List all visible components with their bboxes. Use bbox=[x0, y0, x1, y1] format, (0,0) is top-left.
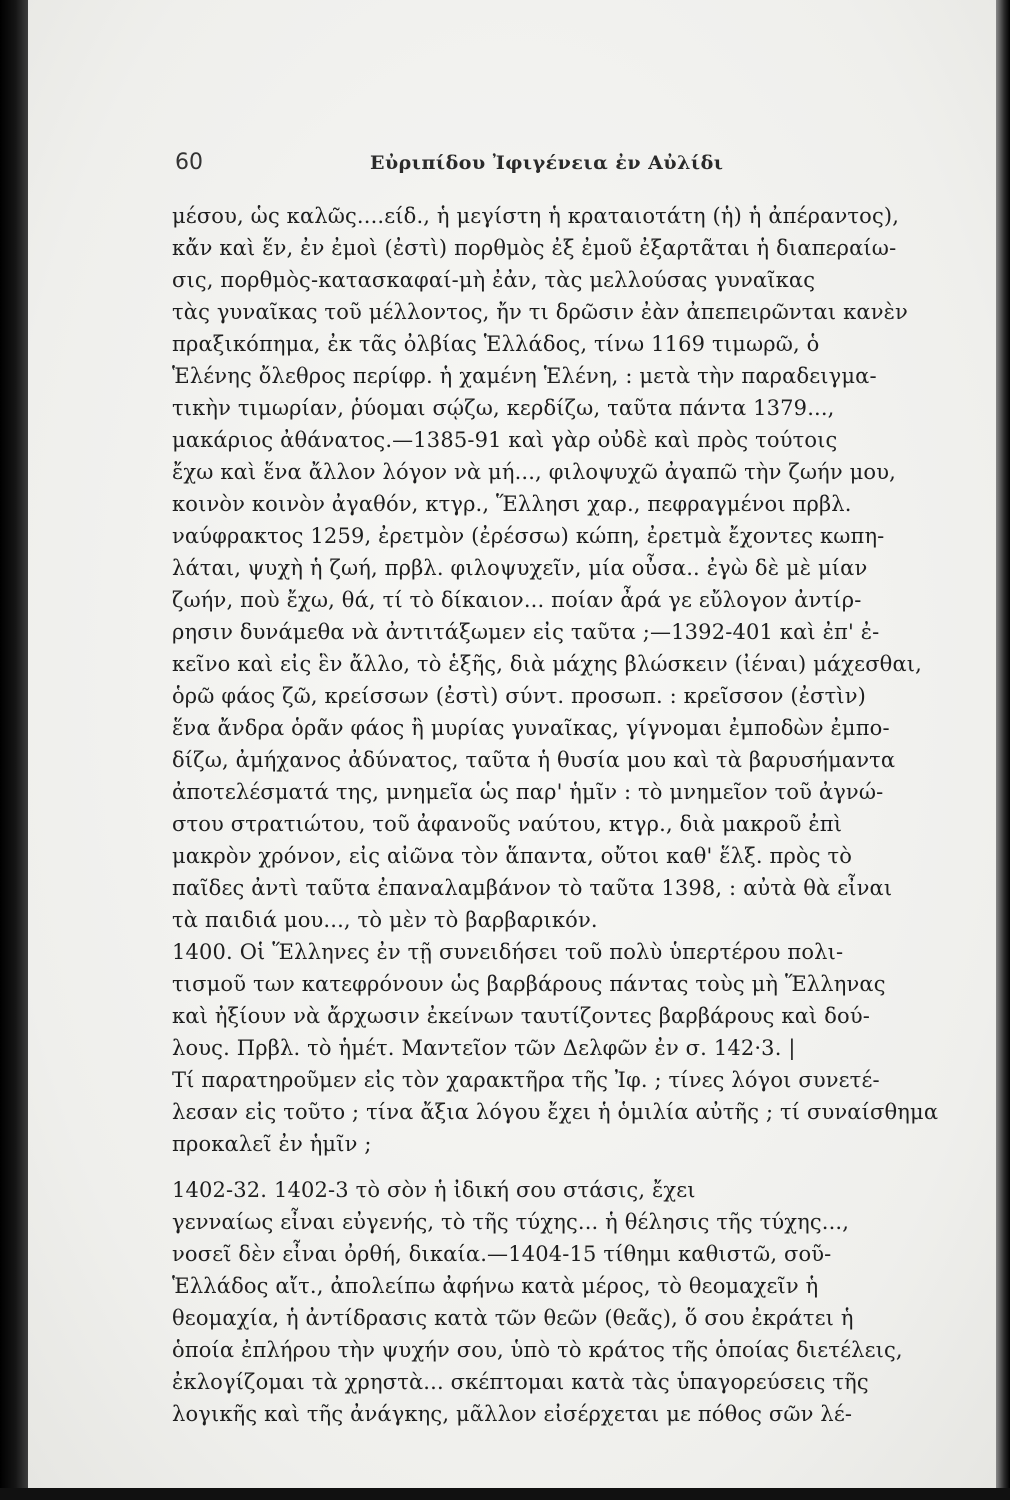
text-line: σις, πορθμὸς-κατασκαφαί-μὴ ἐἀν, τὰς μελλούσας γυναῖκας bbox=[172, 268, 816, 292]
text-line: μακρὸν χρόνον, εἰς αἰῶνα τὸν ἅπαντα, οὔτοι καθ' ἕλξ. πρὸς τὸ bbox=[172, 844, 853, 868]
text-line: θεομαχία, ἡ ἀντίδρασις κατὰ τῶν θεῶν (θεᾶς), ὅ σου ἐκράτει ἡ bbox=[172, 1306, 854, 1330]
page-number: 60 bbox=[175, 150, 203, 175]
scan-right-edge bbox=[996, 0, 1010, 1500]
text-line: 1400. Οἱ Ἕλληνες ἐν τῇ συνειδήσει τοῦ πολὺ ὑπερτέρου πολι- bbox=[172, 940, 844, 964]
text-line: προκαλεῖ ἐν ἡμῖν ; bbox=[172, 1132, 372, 1156]
text-line: Ἑλλάδος αἴτ., ἀπολείπω ἀφήνω κατὰ μέρος, τὸ θεομαχεῖν ἡ bbox=[172, 1274, 819, 1298]
text-line: ρησιν δυνάμεθα νὰ ἀντιτάξωμεν εἰς ταῦτα ;—1392-401 καὶ ἐπ' ἐ- bbox=[172, 620, 880, 644]
commentary-text bbox=[172, 200, 972, 1430]
text-line: 1402-32. 1402-3 τὸ σὸν ἡ ἰδική σου στάσις, ἔχει bbox=[172, 1178, 696, 1202]
text-line: νοσεῖ δὲν εἶναι ὀρθή, δικαία.—1404-15 τίθημι καθιστῶ, σοῦ- bbox=[172, 1242, 832, 1266]
text-line: καὶ ἠξίουν νὰ ἄρχωσιν ἐκείνων ταυτίζοντες βαρβάρους καὶ δού- bbox=[172, 1004, 870, 1028]
text-line: μακάριος ἀθάνατος.—1385-91 καὶ γὰρ οὐδὲ καὶ πρὸς τούτοις bbox=[172, 428, 838, 452]
text-line: ἔχω καὶ ἕνα ἄλλον λόγον νὰ μή..., φιλοψυχῶ ἀγαπῶ τὴν ζωήν μου, bbox=[172, 460, 896, 484]
scan-bottom-edge bbox=[0, 1488, 1010, 1500]
text-line: δίζω, ἀμήχανος ἀδύνατος, ταῦτα ἡ θυσία μου καὶ τὰ βαρυσήμαντα bbox=[172, 748, 896, 772]
text-line: κοινὸν κοινὸν ἀγαθόν, κτγρ., Ἕλλησι χαρ., πεφραγμένοι πρβλ. bbox=[172, 492, 852, 516]
text-line: ὁρῶ φάος ζῶ, κρείσσων (ἐστὶ) σύντ. προσωπ. : κρεῖσσον (ἐστὶν) bbox=[172, 684, 867, 708]
text-line: ὁποία ἐπλήρου τὴν ψυχήν σου, ὑπὸ τὸ κράτος τῆς ὁποίας διετέλεις, bbox=[172, 1338, 903, 1362]
text-line: κἄν καὶ ἕν, ἐν ἐμοὶ (ἐστὶ) πορθμὸς ἐξ ἐμοῦ ἐξαρτᾶται ἡ διαπεραίω- bbox=[172, 236, 897, 260]
text-line: γενναίως εἶναι εὐγενής, τὸ τῆς τύχης... ἡ θέλησις τῆς τύχης..., bbox=[172, 1210, 850, 1234]
scan-left-edge bbox=[0, 0, 28, 1500]
page-header bbox=[175, 150, 965, 186]
text-line: τὰς γυναῖκας τοῦ μέλλοντος, ἤν τι δρῶσιν ἐὰν ἀπεπειρῶνται κανὲν bbox=[172, 300, 908, 324]
text-line: ναύφρακτος 1259, ἐρετμὸν (ἐρέσσω) κώπη, ἐρετμὰ ἔχοντες κωπη- bbox=[172, 524, 885, 548]
text-line: παῖδες ἀντὶ ταῦτα ἐπαναλαμβάνον τὸ ταῦτα 1398, : αὐτὰ θὰ εἶναι bbox=[172, 876, 893, 900]
text-line: λογικῆς καὶ τῆς ἀνάγκης, μᾶλλον εἰσέρχεται με πόθος σῶν λέ- bbox=[172, 1402, 853, 1426]
text-line: λεσαν εἰς τοῦτο ; τίνα ἄξια λόγου ἔχει ἡ ὁμιλία αὐτῆς ; τί συναίσθημα bbox=[172, 1100, 939, 1124]
text-line: στου στρατιώτου, τοῦ ἀφανοῦς ναύτου, κτγρ., διὰ μακροῦ ἐπὶ bbox=[172, 812, 843, 836]
text-line: κεῖνο καὶ εἰς ἓν ἄλλο, τὸ ἑξῆς, διὰ μάχης βλώσκειν (ἰέναι) μάχεσθαι, bbox=[172, 652, 923, 676]
text-line: μέσου, ὡς καλῶς....είδ., ἡ μεγίστη ἡ κραταιοτάτη (ἡ) ἡ ἀπέραντος), bbox=[172, 204, 900, 228]
text-line: Τί παρατηροῦμεν εἰς τὸν χαρακτῆρα τῆς Ἰφ. ; τίνες λόγοι συνετέ- bbox=[172, 1068, 880, 1092]
text-line: ἐκλογίζομαι τὰ χρηστὰ... σκέπτομαι κατὰ τὰς ὑπαγορεύσεις τῆς bbox=[172, 1370, 869, 1394]
text-line: τὰ παιδιά μου..., τὸ μὲν τὸ βαρβαρικόν. bbox=[172, 908, 598, 932]
text-line: ἀποτελέσματά της, μνημεῖα ὡς παρ' ἡμῖν : τὸ μνημεῖον τοῦ ἀγνώ- bbox=[172, 780, 884, 804]
text-line: τικὴν τιμωρίαν, ῥύομαι σῴζω, κερδίζω, ταῦτα πάντα 1379..., bbox=[172, 396, 835, 420]
text-line: πραξικόπημα, ἐκ τᾶς ὀλβίας Ἑλλάδος, τίνω 1169 τιμωρῶ, ὁ bbox=[172, 332, 820, 356]
text-line: Ἑλένης ὄλεθρος περίφρ. ἡ χαμένη Ἑλένη, : μετὰ τὴν παραδειγμα- bbox=[172, 364, 877, 388]
text-line: ζωήν, ποὺ ἔχω, θά, τί τὸ δίκαιον... ποίαν ἆρά γε εὔλογον ἀντίρ- bbox=[172, 588, 862, 612]
running-title: Εὐριπίδου Ἰφιγένεια ἐν Αὐλίδι bbox=[370, 152, 724, 174]
text-line: λάται, ψυχὴ ἡ ζωή, πρβλ. φιλοψυχεῖν, μία οὖσα.. ἐγὼ δὲ μὲ μίαν bbox=[172, 556, 868, 580]
text-line: τισμοῦ των κατεφρόνουν ὡς βαρβάρους πάντας τοὺς μὴ Ἕλληνας bbox=[172, 972, 886, 996]
text-line: ἕνα ἄνδρα ὁρᾶν φάος ἢ μυρίας γυναῖκας, γίγνομαι ἐμποδὼν ἐμπο- bbox=[172, 716, 890, 740]
text-line: λους. Πρβλ. τὸ ἡμέτ. Μαντεῖον τῶν Δελφῶν ἐν σ. 142·3. | bbox=[172, 1036, 796, 1060]
